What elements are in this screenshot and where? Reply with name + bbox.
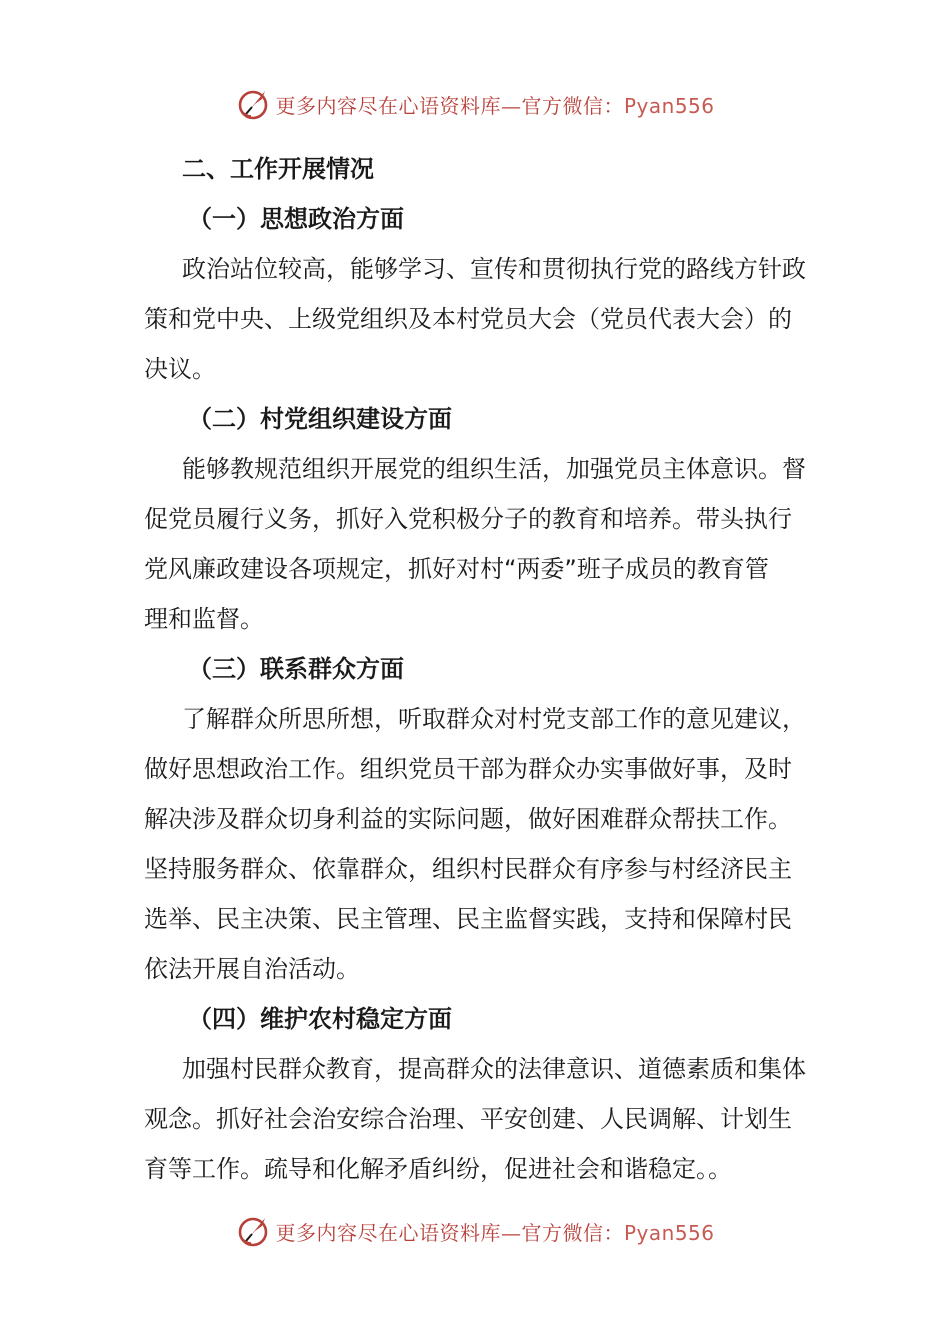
subsection-title-4: （四）维护农村稳定方面 (188, 1005, 452, 1033)
paragraph-line: 策和党中央、上级党组织及本村党员大会（党员代表大会）的 (144, 305, 792, 333)
paragraph-line: 了解群众所思所想，听取群众对村党支部工作的意见建议， (182, 705, 806, 733)
paragraph-line: 政治站位较高，能够学习、宣传和贯彻执行党的路线方针政 (182, 255, 806, 283)
subsection-title-2: （二）村党组织建设方面 (188, 405, 452, 433)
paragraph-line: 依法开展自治活动。 (144, 955, 360, 983)
paragraph-line: 能够教规范组织开展党的组织生活，加强党员主体意识。督 (182, 455, 806, 483)
quill-circle-icon (235, 1213, 271, 1249)
footer-brand-text (275, 1217, 714, 1246)
footer-banner (0, 1211, 950, 1251)
subsection-title-1: （一）思想政治方面 (188, 205, 404, 233)
paragraph-line: 党风廉政建设各项规定，抓好对村“两委”班子成员的教育管 (144, 555, 769, 583)
paragraph-line: 决议。 (144, 355, 216, 383)
document-body (144, 144, 809, 1194)
footer-wechat-id: Pyan556 (623, 1220, 715, 1245)
paragraph-line: 育等工作。疏导和化解矛盾纠纷，促进社会和谐稳定。。 (144, 1155, 732, 1183)
header-brand-text (275, 90, 714, 119)
paragraph-line: 选举、民主决策、民主管理、民主监督实践，支持和保障村民 (144, 905, 792, 933)
paragraph-line: 观念。抓好社会治安综合治理、平安创建、人民调解、计划生 (144, 1105, 792, 1133)
quill-circle-icon (235, 86, 271, 122)
header-wechat-id: Pyan556 (623, 93, 715, 118)
footer-brand-label: 更多内容尽在心语资料库—官方微信： (275, 1220, 624, 1245)
subsection-title-3: （三）联系群众方面 (188, 655, 404, 683)
paragraph-line: 做好思想政治工作。组织党员干部为群众办实事做好事，及时 (144, 755, 792, 783)
paragraph-line: 促党员履行义务，抓好入党积极分子的教育和培养。带头执行 (144, 505, 792, 533)
paragraph-line: 理和监督。 (144, 605, 264, 633)
section-title: 二、工作开展情况 (182, 155, 374, 183)
paragraph-line: 加强村民群众教育，提高群众的法律意识、道德素质和集体 (182, 1055, 806, 1083)
paragraph-line: 坚持服务群众、依靠群众，组织村民群众有序参与村经济民主 (144, 855, 792, 883)
paragraph-line: 解决涉及群众切身利益的实际问题，做好困难群众帮扶工作。 (144, 805, 792, 833)
header-brand-label: 更多内容尽在心语资料库—官方微信： (275, 93, 624, 118)
header-banner (0, 84, 950, 124)
